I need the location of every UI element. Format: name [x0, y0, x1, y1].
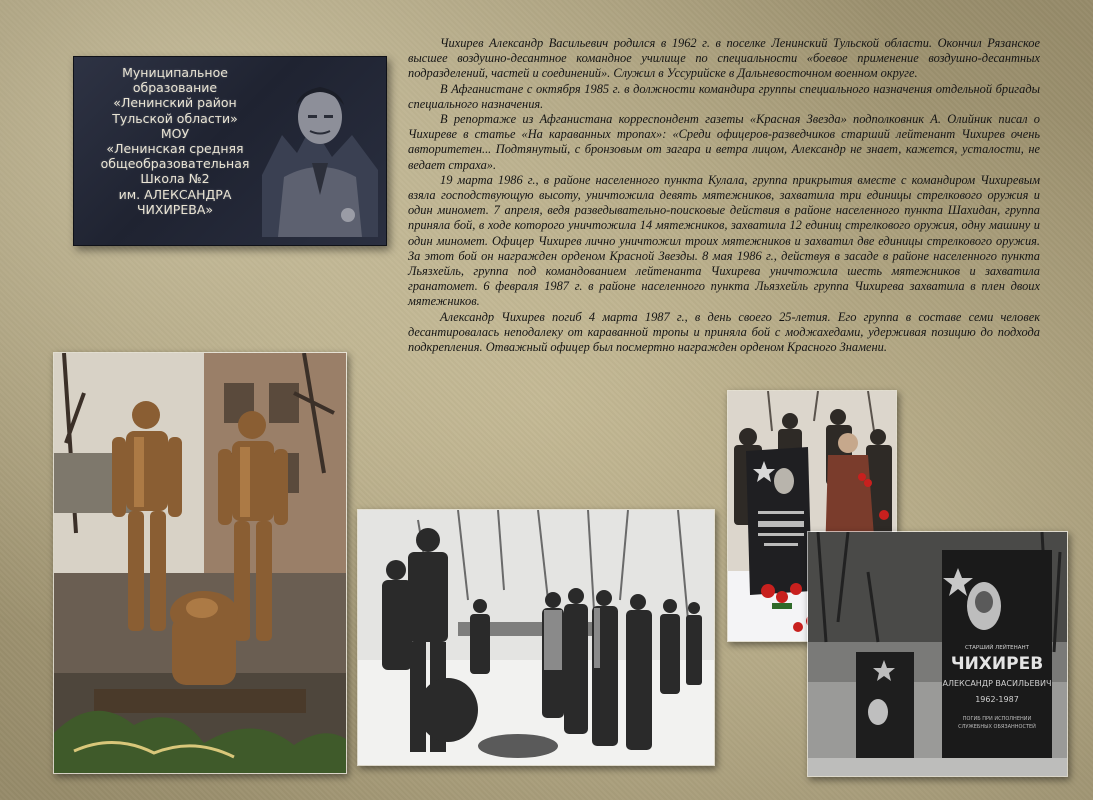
- plaque-line: Тульской области»: [112, 110, 238, 126]
- bio-paragraph: Чихирев Александр Васильевич родился в 1962 г. в поселке Ленинский Тульской области. Окончил Рязанское высшее воздушно-десантное командное училище по специальности «боевое применение воздушно-десантных подразделений, частей и соединений». Служил в Уссурийске в Дальневосточном военном округе.: [408, 36, 1040, 81]
- bio-paragraph: В Афганистане с октября 1985 г. в должности командира группы специального назначения отдельной бригады специального назначения.: [408, 81, 1040, 111]
- headstone-epitaph: ПОГИБ ПРИ ИСПОЛНЕНИИ: [962, 716, 1032, 722]
- plaque-line: «Ленинский район: [113, 95, 237, 111]
- plaque-line: Муниципальное: [122, 65, 228, 80]
- plaque-line: ЧИХИРЕВА»: [136, 201, 214, 217]
- headstone-years: 1962-1987: [975, 695, 1019, 704]
- biography-text: [408, 36, 1040, 355]
- photo-headstone: [807, 531, 1068, 777]
- photo-memorial-ceremony: [357, 509, 715, 766]
- photo-bronze-monument: [53, 352, 347, 774]
- headstone-surname: ЧИХИРЕВ: [950, 654, 1044, 674]
- plaque-line: Школа №2: [140, 171, 210, 187]
- plaque-line: образование: [132, 80, 218, 96]
- headstone-rank: СТАРШИЙ ЛЕЙТЕНАНТ: [964, 645, 1030, 651]
- plaque-inscription: [80, 65, 270, 217]
- plaque-line: им. АЛЕКСАНДРА: [118, 186, 232, 202]
- plaque-line: общеобразовательная: [100, 156, 250, 172]
- memorial-plaque: [73, 56, 387, 246]
- plaque-line: «Ленинская средняя: [106, 141, 244, 157]
- plaque-line: МОУ: [160, 125, 190, 141]
- bio-paragraph: 19 марта 1986 г., в районе населенного пункта Кулала, группа прикрытия вместе с командиром Чихиревым взяла господствующую высоту, уничтожила девять мятежников, захватила три единицы стрелкового оружия и один миномет. 7 апреля, ведя разведывательно-поисковые действия в районе населенного пункта Шахидан, группа приняла бой, в ходе которого уничтожила 14 мятежников, захватила 12 единиц стрелкового оружия, одну машину и один миномет. Офицер Чихирев лично уничтожил троих мятежников и захватил две единицы стрелкового оружия. За этот бой он награжден орденом Красной Звезды. 8 мая 1986 г., действуя в засаде в районе населенного пункта Льязхейль, группа под командованием лейтенанта Чихирева уничтожила шесть мятежников и захватила гранатомет. 6 февраля 1987 г. в районе населенного пункта Льязхейль группа Чихирева захватила в плен двоих мятежников.: [408, 172, 1040, 309]
- bio-paragraph: В репортаже из Афганистана корреспондент газеты «Красная Звезда» подполковник А. Олийник писал о Чихиреве в статье «На караванных тропах»: «Среди офицеров-разведчиков старший лейтенант Чихирев очень авторитетен... Подтянутый, с бронзовым от загара и ветра лицом, Александр не знает, кажется, усталости, не ведает страха».: [408, 112, 1040, 172]
- bio-paragraph: Александр Чихирев погиб 4 марта 1987 г., в день своего 25-летия. Его группа в составе семи человек десантировалась неподалеку от караванной тропы и приняла бой с моджахедами, удерживая позицию до подхода подкрепления. Отважный офицер был посмертно награжден орденом Красного Знамени.: [408, 309, 1040, 355]
- plaque-portrait-engraving: [262, 65, 378, 237]
- headstone-epitaph: СЛУЖЕБНЫХ ОБЯЗАННОСТЕЙ: [958, 724, 1036, 730]
- headstone-name: АЛЕКСАНДР ВАСИЛЬЕВИЧ: [942, 679, 1052, 688]
